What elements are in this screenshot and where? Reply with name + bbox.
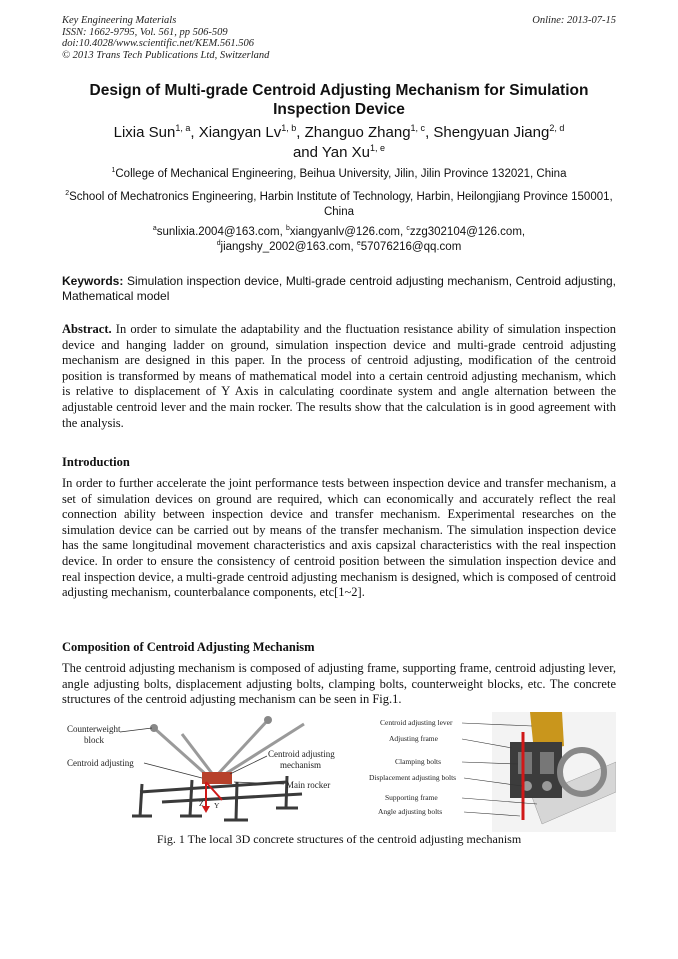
author-name: Zhanguo Zhang [304,124,411,141]
author-name: Xiangyan Lv [198,124,282,141]
label-right-3: Displacement adjusting bolts [369,773,457,782]
journal-name: Key Engineering Materials [62,15,177,26]
composition-text: The centroid adjusting mechanism is composed of adjusting frame, supporting frame, centroid adjusting lever, angle adjusting bolts, displacement adjusting bolts, clamping bolts, counterweight blocks, etc. The concrete structures of the centroid adjusting mechanism can be seen in Fig.1. [62,661,616,707]
section-heading-introduction: Introduction [62,455,130,469]
abstract-label: Abstract. [62,322,112,336]
label-right-4: Supporting frame [385,793,438,802]
figure-right-panel [369,712,616,832]
affiliation-1: $^1$College of Mechanical Engineering, Beihua University, Jilin, Jilin Province 132021, China [111,167,567,180]
keywords-text: Simulation inspection device, Multi-grade centroid adjusting mechanism, Centroid adjusting, Mathematical model [62,274,616,303]
issn-line: ISSN: 1662-9795, Vol. 561, pp 506-509 [62,26,228,38]
label-cam-line1: Centroid adjusting [268,749,335,759]
keywords [62,274,616,304]
counterweight-block-icon [264,716,272,724]
label-main-rocker: Main rocker [286,780,331,790]
clamping-bolts [518,752,532,774]
paper-title: Design of Multi-grade Centroid Adjusting Mechanism for Simulation Inspection Device [89,82,589,118]
doi-line: doi:10.4028/www.scientific.net/KEM.561.506 [62,38,254,49]
author-sup: 1, b [281,123,297,133]
label-right-1: Adjusting frame [389,734,438,743]
author-sup: 1, a [175,123,191,133]
label-centroid-adjusting: Centroid adjusting [67,758,134,768]
author-sup: 1, c [410,123,426,133]
label-right-0: Centroid adjusting lever [380,718,453,727]
introduction-text: In order to further accelerate the joint performance tests between inspection device and transfer mechanism, a set of simulation devices on ground are required, which can economically and accurately reflect the real connection ability between inspection device and transfer mechanism. Experimental researches on the simulation device can be carried out by means of the transfer mechanism. The simulation inspection device has the same longitudinal movement characteristics and axis capsizal characteristics with the real inspection device. In order to ensure the consistency of centroid position between the simulation inspection device and real inspection device, a multi-grade centroid adjusting mechanism is designed, which is composed of centroid adjusting mechanism, counterbalance components, etc[1~2]. [62,476,617,600]
email-link[interactable]: 57076216@qq.com [360,240,462,253]
label-right-5: Angle adjusting bolts [378,807,443,816]
affiliation-2: $^2$School of Mechatronics Engineering, Harbin Institute of Technology, Harbin, Heilongjiang Province 150001, China [65,190,613,218]
label-cam-line2: mechanism [280,760,321,770]
email-link[interactable]: zzg302104@126.com [409,226,522,238]
axis-z-label: Z [199,799,204,808]
label-right-2: Clamping bolts [395,757,442,766]
figure-caption: Fig. 1 The local 3D concrete structures of the centroid adjusting mechanism [156,832,522,846]
email-link[interactable]: jiangshy_2002@163.com [220,240,351,253]
abstract-text: In order to simulate the adaptability and the fluctuation resistance ability of simulation inspection device and hanging ladder on ground, simulation inspection device and multi-grade centroid adjusting mechanism are designed in this paper. In the process of centroid adjusting, modification of the centroid position is transformed by means of mathematical model into a certain centroid adjusting mechanism, which is relative to displacement of Y Axis in calculating coordinate system and angle alternation between the adjustable centroid lever and the main rocker. The results show that the calculation is in good agreement with the analysis. [62,322,616,430]
axis-y-label: Y [214,801,220,810]
author-list: Lixia Sun$^{1, a}$, Xiangyan Lv$^{1, b}$, Zhanguo Zhang$^{1, c}$, Shengyuan Jiang$^{2, d}$ and Yan Xu$^{1, e}$ [113,123,565,161]
section-heading-composition: Composition of Centroid Adjusting Mechanism [62,640,315,654]
figure-1 [62,712,616,832]
author-name: Shengyuan Jiang [433,124,550,141]
y-axis-arrow [206,782,222,800]
figure-left-panel [67,716,335,820]
author-sup: 2, d [549,123,565,133]
online-date: Online: 2013-07-15 [532,15,616,26]
email-link[interactable]: sunlixia.2004@163.com [156,226,280,238]
label-counterweight: Counterweight [67,724,121,734]
label-block: block [84,735,104,745]
keywords-label: Keywords: [62,274,124,288]
email-list: $^a$sunlixia.2004@163.com, $^b$xiangyanlv@126.com, $^c$zzg302104@126.com, $^d$jiangshy_2002@163.com, $^e$57076216@qq.com [152,225,526,253]
author-name: Lixia Sun [113,124,176,141]
email-link[interactable]: xiangyanlv@126.com [289,226,400,238]
copyright-line: © 2013 Trans Tech Publications Ltd, Switzerland [62,49,270,61]
author-name: Yan Xu [321,143,370,161]
abstract [62,322,616,431]
adjusting-frame [510,742,562,798]
author-sup: 1, e [370,142,386,153]
